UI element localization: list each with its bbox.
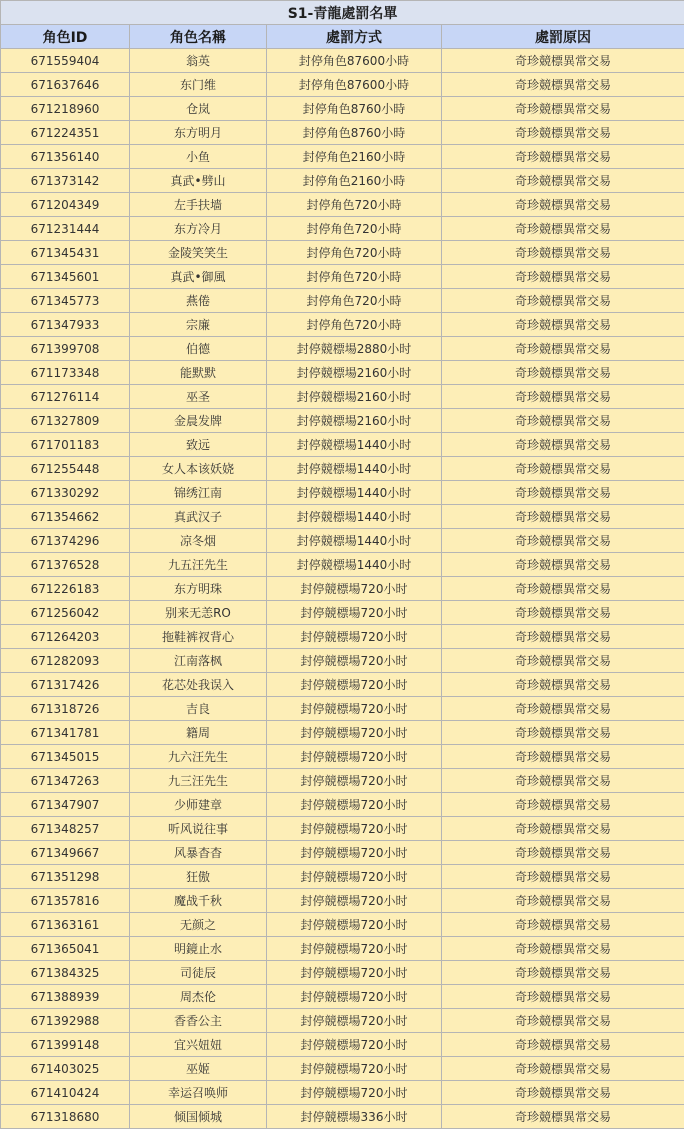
cell-role-name: 真武•劈山 <box>130 169 267 193</box>
cell-role-name: 小鱼 <box>130 145 267 169</box>
table-row <box>1 457 684 481</box>
cell-role-name: 风暴杳杳 <box>130 841 267 865</box>
cell-role-name: 九六汪先生 <box>130 745 267 769</box>
table-row <box>1 865 684 889</box>
cell-role-id: 671403025 <box>1 1057 130 1081</box>
cell-penalty-reason: 奇珍競標異常交易 <box>442 97 684 121</box>
cell-role-id: 671365041 <box>1 937 130 961</box>
cell-penalty-method: 封停競標場1440小时 <box>267 433 442 457</box>
cell-role-name: 魔战千秋 <box>130 889 267 913</box>
table-row <box>1 1057 684 1081</box>
cell-penalty-reason: 奇珍競標異常交易 <box>442 793 684 817</box>
table-row <box>1 841 684 865</box>
cell-penalty-method: 封停競標場1440小时 <box>267 481 442 505</box>
cell-penalty-reason: 奇珍競標異常交易 <box>442 601 684 625</box>
table-row <box>1 1105 684 1129</box>
cell-penalty-reason: 奇珍競標異常交易 <box>442 193 684 217</box>
cell-role-name: 东方明珠 <box>130 577 267 601</box>
cell-penalty-reason: 奇珍競標異常交易 <box>442 649 684 673</box>
cell-penalty-method: 封停競標場1440小时 <box>267 529 442 553</box>
cell-role-id: 671399148 <box>1 1033 130 1057</box>
cell-role-id: 671317426 <box>1 673 130 697</box>
cell-role-id: 671392988 <box>1 1009 130 1033</box>
cell-penalty-method: 封停競標場720小时 <box>267 745 442 769</box>
table-row <box>1 49 684 73</box>
cell-role-id: 671224351 <box>1 121 130 145</box>
cell-role-id: 671356140 <box>1 145 130 169</box>
table-row <box>1 673 684 697</box>
cell-role-name: 金陵笑笑生 <box>130 241 267 265</box>
cell-penalty-reason: 奇珍競標異常交易 <box>442 553 684 577</box>
cell-role-name: 女人本该妖娆 <box>130 457 267 481</box>
cell-role-id: 671345601 <box>1 265 130 289</box>
column-header-role-id: 角色ID <box>1 25 130 49</box>
cell-penalty-method: 封停競標場720小时 <box>267 673 442 697</box>
cell-penalty-method: 封停角色8760小時 <box>267 97 442 121</box>
cell-penalty-reason: 奇珍競標異常交易 <box>442 361 684 385</box>
table-row <box>1 889 684 913</box>
cell-role-id: 671354662 <box>1 505 130 529</box>
table-row <box>1 481 684 505</box>
cell-role-id: 671256042 <box>1 601 130 625</box>
table-row <box>1 577 684 601</box>
cell-role-id: 671345015 <box>1 745 130 769</box>
cell-penalty-reason: 奇珍競標異常交易 <box>442 1057 684 1081</box>
cell-penalty-method: 封停競標場2160小时 <box>267 385 442 409</box>
cell-role-id: 671341781 <box>1 721 130 745</box>
cell-role-id: 671226183 <box>1 577 130 601</box>
cell-penalty-method: 封停角色720小時 <box>267 313 442 337</box>
cell-role-id: 671357816 <box>1 889 130 913</box>
cell-penalty-reason: 奇珍競標異常交易 <box>442 505 684 529</box>
cell-role-name: 听风说往事 <box>130 817 267 841</box>
cell-role-id: 671410424 <box>1 1081 130 1105</box>
cell-penalty-reason: 奇珍競標異常交易 <box>442 49 684 73</box>
cell-role-id: 671330292 <box>1 481 130 505</box>
cell-role-id: 671349667 <box>1 841 130 865</box>
cell-penalty-method: 封停競標場720小时 <box>267 793 442 817</box>
cell-penalty-method: 封停角色2160小時 <box>267 145 442 169</box>
table-row <box>1 721 684 745</box>
cell-penalty-method: 封停角色8760小時 <box>267 121 442 145</box>
cell-role-id: 671327809 <box>1 409 130 433</box>
cell-penalty-method: 封停競標場720小时 <box>267 961 442 985</box>
cell-role-id: 671348257 <box>1 817 130 841</box>
cell-role-name: 锦绣江南 <box>130 481 267 505</box>
cell-role-name: 宗廉 <box>130 313 267 337</box>
cell-penalty-reason: 奇珍競標異常交易 <box>442 313 684 337</box>
table-row <box>1 625 684 649</box>
cell-role-name: 致远 <box>130 433 267 457</box>
cell-penalty-reason: 奇珍競標異常交易 <box>442 121 684 145</box>
cell-penalty-method: 封停競標場2160小时 <box>267 409 442 433</box>
table-row <box>1 265 684 289</box>
cell-role-id: 671282093 <box>1 649 130 673</box>
cell-role-id: 671276114 <box>1 385 130 409</box>
cell-role-name: 花芯处我误入 <box>130 673 267 697</box>
table-row <box>1 97 684 121</box>
cell-penalty-reason: 奇珍競標異常交易 <box>442 697 684 721</box>
table-row <box>1 241 684 265</box>
cell-role-id: 671231444 <box>1 217 130 241</box>
cell-role-name: 吉良 <box>130 697 267 721</box>
cell-role-name: 东方冷月 <box>130 217 267 241</box>
cell-penalty-reason: 奇珍競標異常交易 <box>442 337 684 361</box>
cell-penalty-method: 封停競標場720小时 <box>267 1009 442 1033</box>
cell-role-id: 671345431 <box>1 241 130 265</box>
cell-penalty-method: 封停競標場720小时 <box>267 865 442 889</box>
cell-penalty-reason: 奇珍競標異常交易 <box>442 481 684 505</box>
table-row <box>1 985 684 1009</box>
cell-role-name: 拖鞋裤衩背心 <box>130 625 267 649</box>
cell-penalty-method: 封停競標場720小时 <box>267 937 442 961</box>
table-row <box>1 817 684 841</box>
table-row <box>1 193 684 217</box>
cell-role-id: 671345773 <box>1 289 130 313</box>
cell-role-name: 江南落枫 <box>130 649 267 673</box>
cell-penalty-method: 封停角色720小時 <box>267 289 442 313</box>
cell-role-id: 671373142 <box>1 169 130 193</box>
cell-role-name: 周杰伦 <box>130 985 267 1009</box>
cell-role-id: 671264203 <box>1 625 130 649</box>
table-row <box>1 937 684 961</box>
cell-role-name: 伯德 <box>130 337 267 361</box>
cell-penalty-method: 封停競標場720小时 <box>267 625 442 649</box>
cell-penalty-reason: 奇珍競標異常交易 <box>442 433 684 457</box>
cell-penalty-method: 封停競標場720小时 <box>267 601 442 625</box>
cell-role-name: 真武汉子 <box>130 505 267 529</box>
cell-role-id: 671347933 <box>1 313 130 337</box>
cell-penalty-method: 封停角色2160小時 <box>267 169 442 193</box>
table-row <box>1 961 684 985</box>
cell-penalty-reason: 奇珍競標異常交易 <box>442 1033 684 1057</box>
cell-penalty-reason: 奇珍競標異常交易 <box>442 289 684 313</box>
cell-penalty-reason: 奇珍競標異常交易 <box>442 889 684 913</box>
cell-penalty-reason: 奇珍競標異常交易 <box>442 1081 684 1105</box>
cell-penalty-reason: 奇珍競標異常交易 <box>442 721 684 745</box>
cell-penalty-method: 封停競標場1440小时 <box>267 457 442 481</box>
table-row <box>1 1033 684 1057</box>
cell-penalty-reason: 奇珍競標異常交易 <box>442 145 684 169</box>
cell-role-id: 671384325 <box>1 961 130 985</box>
cell-role-name: 幸运召唤师 <box>130 1081 267 1105</box>
cell-penalty-reason: 奇珍競標異常交易 <box>442 385 684 409</box>
column-header-penalty-reason: 處罰原因 <box>442 25 684 49</box>
cell-role-name: 东门维 <box>130 73 267 97</box>
cell-role-id: 671351298 <box>1 865 130 889</box>
cell-penalty-method: 封停角色720小時 <box>267 265 442 289</box>
cell-role-id: 671376528 <box>1 553 130 577</box>
table-row <box>1 385 684 409</box>
cell-role-id: 671559404 <box>1 49 130 73</box>
cell-role-name: 狂傲 <box>130 865 267 889</box>
cell-penalty-reason: 奇珍競標異常交易 <box>442 265 684 289</box>
cell-role-name: 左手扶墙 <box>130 193 267 217</box>
cell-role-id: 671318726 <box>1 697 130 721</box>
table-title: S1-青龍處罰名單 <box>1 1 684 25</box>
cell-role-name: 巫圣 <box>130 385 267 409</box>
cell-role-id: 671318680 <box>1 1105 130 1129</box>
cell-penalty-reason: 奇珍競標異常交易 <box>442 913 684 937</box>
table-row <box>1 121 684 145</box>
cell-role-name: 能默默 <box>130 361 267 385</box>
table-row <box>1 745 684 769</box>
cell-penalty-method: 封停角色720小時 <box>267 217 442 241</box>
table-body <box>1 49 684 1129</box>
cell-role-name: 明鏡止水 <box>130 937 267 961</box>
cell-penalty-reason: 奇珍競標異常交易 <box>442 409 684 433</box>
cell-role-name: 仓岚 <box>130 97 267 121</box>
cell-role-name: 九五汪先生 <box>130 553 267 577</box>
table-row <box>1 289 684 313</box>
cell-penalty-reason: 奇珍競標異常交易 <box>442 769 684 793</box>
cell-penalty-method: 封停競標場720小时 <box>267 577 442 601</box>
cell-penalty-method: 封停競標場720小时 <box>267 841 442 865</box>
column-header-role-name: 角色名稱 <box>130 25 267 49</box>
table-row <box>1 1009 684 1033</box>
table-row <box>1 529 684 553</box>
table-row <box>1 409 684 433</box>
column-header-penalty-method: 處罰方式 <box>267 25 442 49</box>
cell-role-name: 宜兴妞妞 <box>130 1033 267 1057</box>
cell-penalty-reason: 奇珍競標異常交易 <box>442 73 684 97</box>
cell-role-name: 巫姬 <box>130 1057 267 1081</box>
cell-penalty-reason: 奇珍競標異常交易 <box>442 241 684 265</box>
table-row <box>1 649 684 673</box>
cell-penalty-method: 封停競標場720小时 <box>267 649 442 673</box>
table-row <box>1 169 684 193</box>
cell-penalty-method: 封停競標場720小时 <box>267 889 442 913</box>
cell-penalty-method: 封停競標場720小时 <box>267 985 442 1009</box>
cell-penalty-method: 封停競標場2160小时 <box>267 361 442 385</box>
cell-penalty-method: 封停競標場1440小时 <box>267 553 442 577</box>
table-row <box>1 433 684 457</box>
cell-role-id: 671204349 <box>1 193 130 217</box>
table-row <box>1 1081 684 1105</box>
cell-role-name: 籍周 <box>130 721 267 745</box>
cell-role-name: 凉冬烟 <box>130 529 267 553</box>
cell-penalty-reason: 奇珍競標異常交易 <box>442 169 684 193</box>
cell-penalty-reason: 奇珍競標異常交易 <box>442 937 684 961</box>
cell-penalty-reason: 奇珍競標異常交易 <box>442 961 684 985</box>
table-row <box>1 313 684 337</box>
cell-role-id: 671255448 <box>1 457 130 481</box>
table-row <box>1 601 684 625</box>
cell-role-id: 671363161 <box>1 913 130 937</box>
cell-role-name: 九三汪先生 <box>130 769 267 793</box>
cell-penalty-reason: 奇珍競標異常交易 <box>442 745 684 769</box>
cell-role-id: 671637646 <box>1 73 130 97</box>
cell-penalty-reason: 奇珍競標異常交易 <box>442 985 684 1009</box>
cell-penalty-method: 封停角色87600小時 <box>267 49 442 73</box>
cell-penalty-method: 封停角色87600小時 <box>267 73 442 97</box>
cell-penalty-method: 封停角色720小時 <box>267 241 442 265</box>
cell-role-name: 倾国倾城 <box>130 1105 267 1129</box>
cell-penalty-reason: 奇珍競標異常交易 <box>442 457 684 481</box>
cell-penalty-reason: 奇珍競標異常交易 <box>442 673 684 697</box>
cell-penalty-reason: 奇珍競標異常交易 <box>442 529 684 553</box>
cell-penalty-method: 封停競標場2880小时 <box>267 337 442 361</box>
cell-penalty-method: 封停競標場720小时 <box>267 769 442 793</box>
cell-role-id: 671347263 <box>1 769 130 793</box>
cell-role-name: 司徒辰 <box>130 961 267 985</box>
cell-penalty-method: 封停競標場720小时 <box>267 697 442 721</box>
cell-role-name: 少师建章 <box>130 793 267 817</box>
table-row <box>1 337 684 361</box>
cell-penalty-reason: 奇珍競標異常交易 <box>442 865 684 889</box>
cell-penalty-reason: 奇珍競標異常交易 <box>442 625 684 649</box>
cell-penalty-method: 封停角色720小時 <box>267 193 442 217</box>
cell-role-id: 671701183 <box>1 433 130 457</box>
cell-role-name: 翁英 <box>130 49 267 73</box>
cell-penalty-reason: 奇珍競標異常交易 <box>442 817 684 841</box>
table-row <box>1 553 684 577</box>
cell-penalty-reason: 奇珍競標異常交易 <box>442 1105 684 1129</box>
cell-penalty-method: 封停競標場720小时 <box>267 1081 442 1105</box>
table-row <box>1 361 684 385</box>
cell-role-name: 金晨发牌 <box>130 409 267 433</box>
cell-penalty-method: 封停競標場720小时 <box>267 1033 442 1057</box>
cell-role-id: 671399708 <box>1 337 130 361</box>
cell-penalty-method: 封停競標場720小时 <box>267 913 442 937</box>
cell-role-name: 无颜之 <box>130 913 267 937</box>
column-header-row <box>1 25 684 49</box>
cell-penalty-method: 封停競標場1440小时 <box>267 505 442 529</box>
cell-role-name: 别来无恙RO <box>130 601 267 625</box>
cell-penalty-method: 封停競標場336小时 <box>267 1105 442 1129</box>
cell-role-id: 671173348 <box>1 361 130 385</box>
cell-penalty-method: 封停競標場720小时 <box>267 721 442 745</box>
table-row <box>1 217 684 241</box>
cell-penalty-reason: 奇珍競標異常交易 <box>442 1009 684 1033</box>
table-row <box>1 73 684 97</box>
cell-penalty-reason: 奇珍競標異常交易 <box>442 841 684 865</box>
cell-role-id: 671388939 <box>1 985 130 1009</box>
cell-role-name: 燕倦 <box>130 289 267 313</box>
cell-role-id: 671218960 <box>1 97 130 121</box>
cell-role-name: 真武•御風 <box>130 265 267 289</box>
cell-penalty-method: 封停競標場720小时 <box>267 1057 442 1081</box>
cell-role-name: 东方明月 <box>130 121 267 145</box>
cell-role-id: 671347907 <box>1 793 130 817</box>
table-row <box>1 769 684 793</box>
cell-role-name: 香香公主 <box>130 1009 267 1033</box>
cell-role-id: 671374296 <box>1 529 130 553</box>
cell-penalty-reason: 奇珍競標異常交易 <box>442 217 684 241</box>
table-title-row <box>1 1 684 25</box>
table-row <box>1 793 684 817</box>
table-row <box>1 145 684 169</box>
cell-penalty-reason: 奇珍競標異常交易 <box>442 577 684 601</box>
cell-penalty-method: 封停競標場720小时 <box>267 817 442 841</box>
table-row <box>1 505 684 529</box>
table-row <box>1 697 684 721</box>
table-row <box>1 913 684 937</box>
